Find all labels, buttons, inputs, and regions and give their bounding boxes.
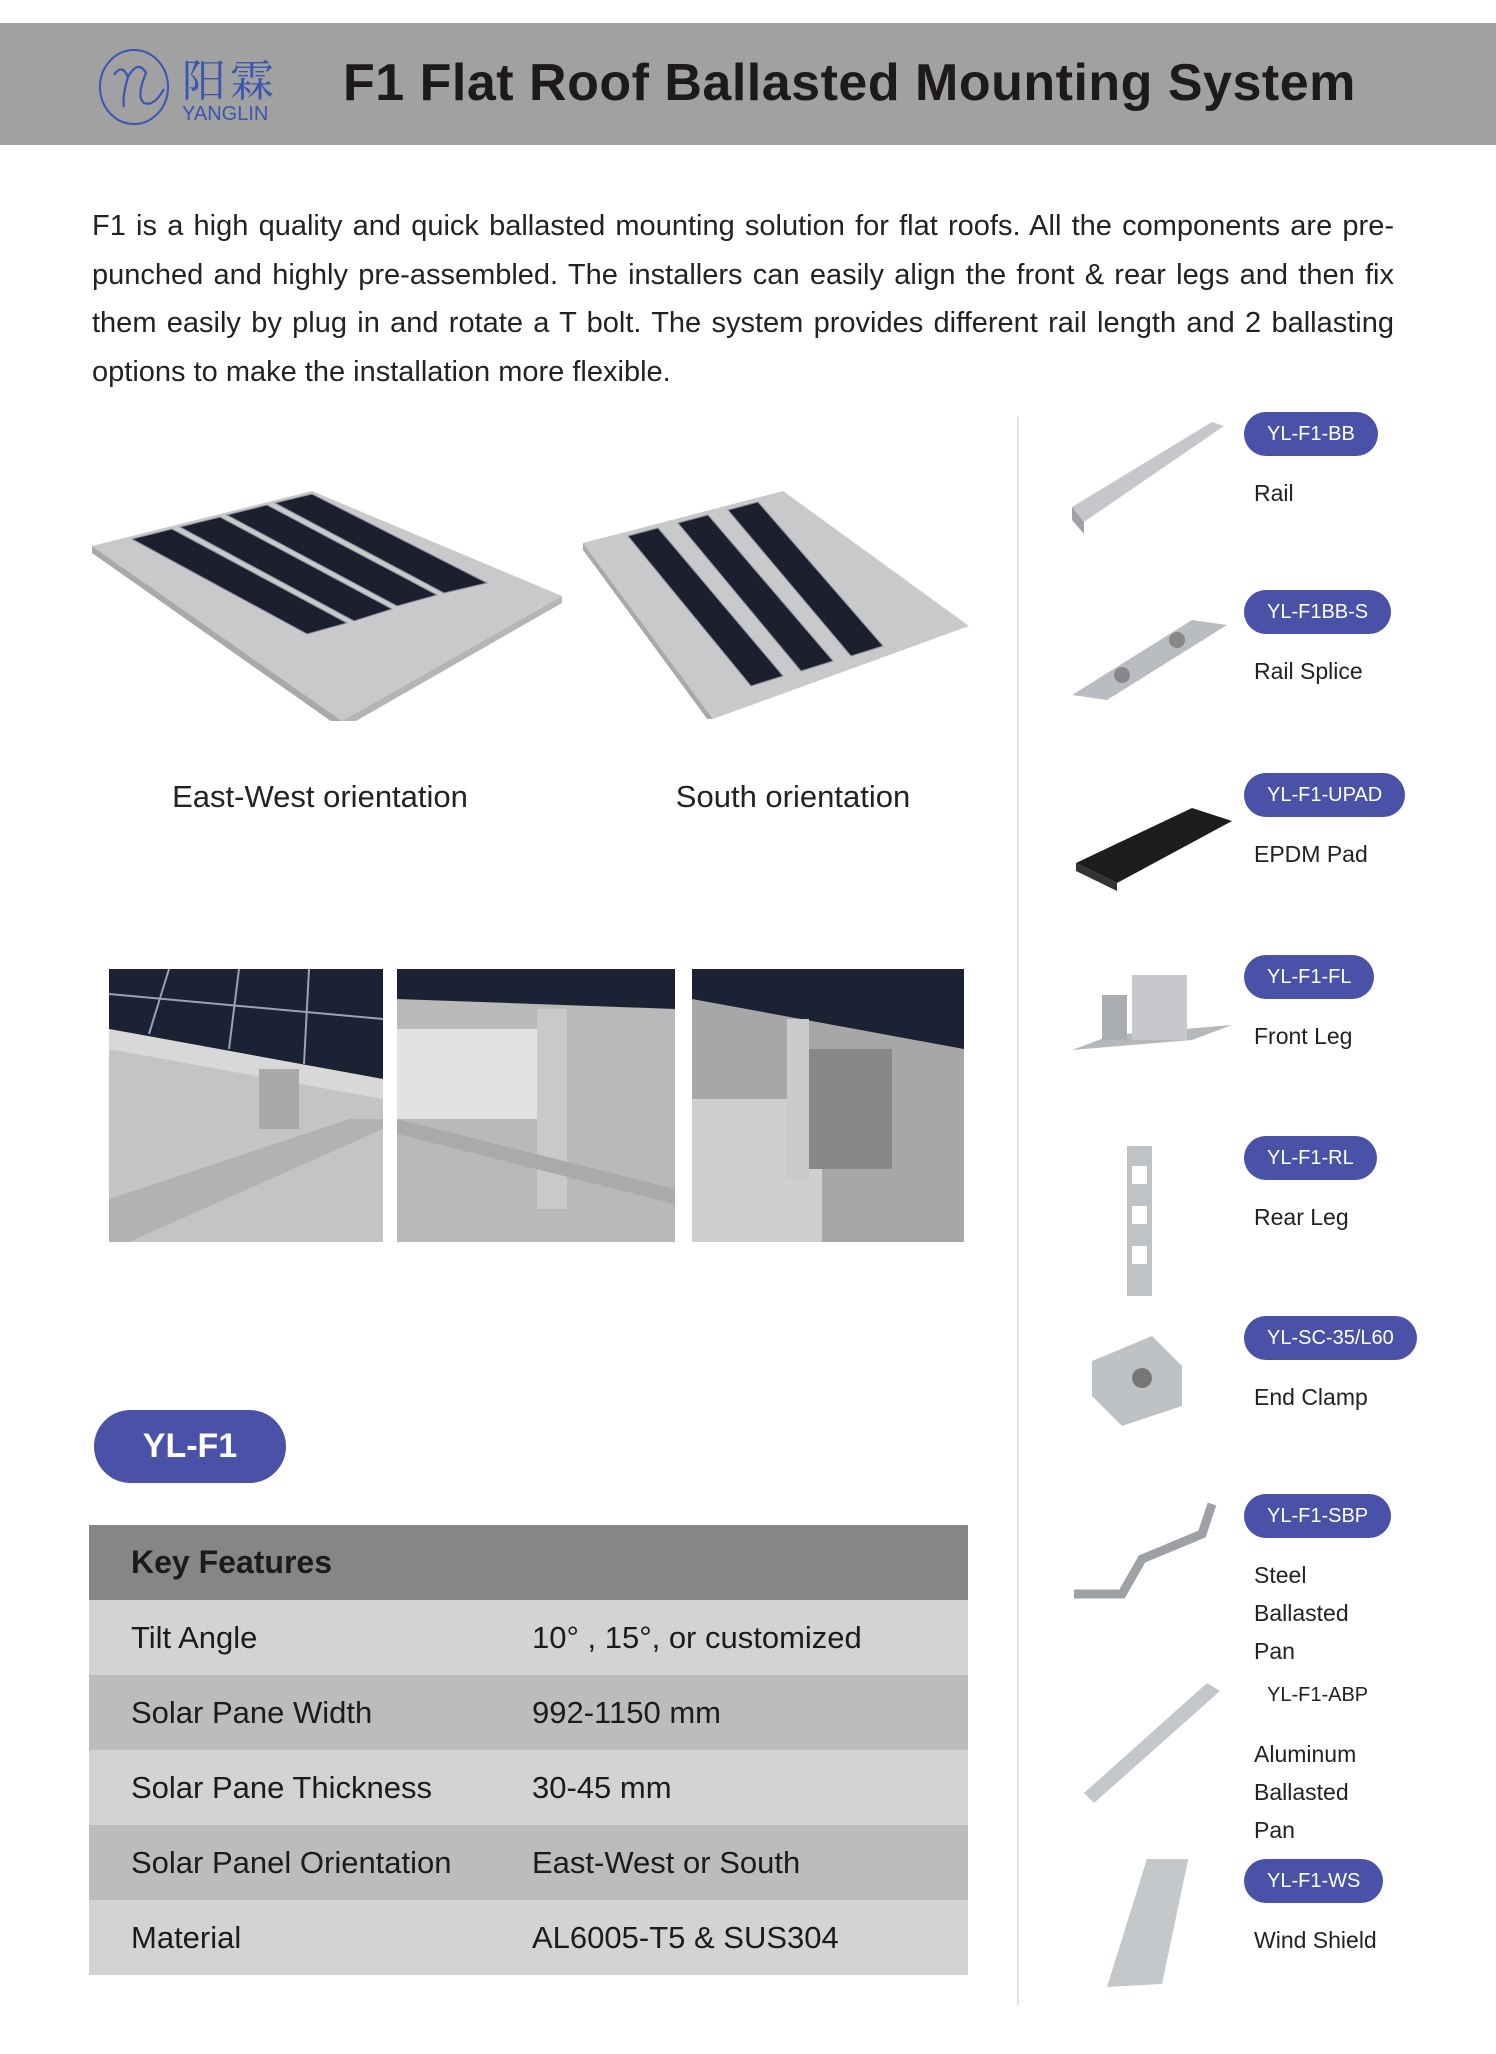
feature-key: Solar Pane Width xyxy=(131,1694,373,1730)
yanglin-logo xyxy=(94,43,284,133)
part-label xyxy=(1254,652,1363,690)
part-label xyxy=(1254,1735,1356,1849)
part-label xyxy=(1254,1378,1368,1416)
part-label-line: Wind Shield xyxy=(1254,1927,1377,1953)
east-west-render-image xyxy=(92,491,562,721)
key-features-rows xyxy=(89,1600,968,1975)
part-label-line: Ballasted xyxy=(1254,1779,1349,1805)
part-code-badge: YL-F1-WS xyxy=(1244,1859,1383,1903)
part-label-line: Aluminum xyxy=(1254,1741,1357,1767)
south-caption: South orientation xyxy=(675,779,911,814)
part-label-line: Pan xyxy=(1254,1817,1295,1843)
table-row xyxy=(89,1750,968,1825)
part-label-line: End Clamp xyxy=(1254,1384,1368,1410)
feature-value: AL6005-T5 & SUS304 xyxy=(532,1919,839,1955)
part-label xyxy=(1254,835,1368,873)
epdm-pad-image xyxy=(1062,773,1237,943)
feature-key: Tilt Angle xyxy=(131,1619,258,1655)
steel-ballasted-pan-image xyxy=(1062,1494,1237,1664)
part-front-leg xyxy=(1062,955,1462,1135)
aluminum-ballasted-pan-image xyxy=(1062,1673,1237,1843)
table-row xyxy=(89,1825,968,1900)
part-rail-splice xyxy=(1062,590,1462,770)
part-label-line: Rail Splice xyxy=(1254,658,1363,684)
east-west-caption: East-West orientation xyxy=(172,779,468,814)
part-code-badge: YL-F1BB-S xyxy=(1244,590,1391,634)
part-code-badge: YL-F1-UPAD xyxy=(1244,773,1405,817)
part-label xyxy=(1254,1198,1349,1236)
ballast-detail-photo xyxy=(692,969,964,1242)
key-features-heading: Key Features xyxy=(89,1525,968,1600)
part-aluminum-ballasted-pan xyxy=(1062,1673,1462,1853)
south-render-image xyxy=(583,491,969,719)
table-row xyxy=(89,1900,968,1975)
page-title: F1 Flat Roof Ballasted Mounting System xyxy=(343,54,1356,112)
part-rail xyxy=(1062,412,1462,592)
rear-leg-detail-photo xyxy=(397,969,675,1242)
key-features-table xyxy=(89,1525,968,1975)
rear-leg-image xyxy=(1062,1136,1237,1306)
part-code-badge: YL-F1-SBP xyxy=(1244,1494,1391,1538)
part-epdm-pad xyxy=(1062,773,1462,953)
part-end-clamp xyxy=(1062,1316,1462,1496)
end-clamp-image xyxy=(1062,1316,1237,1486)
part-label-line: Steel xyxy=(1254,1562,1307,1588)
part-label-line: Rail xyxy=(1254,480,1294,506)
part-code-badge: YL-SC-35/L60 xyxy=(1244,1316,1417,1360)
feature-value: 30-45 mm xyxy=(532,1769,672,1805)
part-label xyxy=(1254,1017,1352,1055)
part-steel-ballasted-pan xyxy=(1062,1494,1462,1674)
feature-key: Material xyxy=(131,1919,242,1955)
part-label-line: Rear Leg xyxy=(1254,1204,1349,1230)
part-code-badge: YL-F1-BB xyxy=(1244,412,1378,456)
part-label-line: Pan xyxy=(1254,1638,1295,1664)
wind-shield-image xyxy=(1062,1859,1237,2029)
part-label xyxy=(1254,1556,1349,1670)
table-row xyxy=(89,1600,968,1675)
feature-key: Solar Pane Thickness xyxy=(131,1769,432,1805)
part-label xyxy=(1254,474,1294,512)
part-code-label: YL-F1-ABP xyxy=(1267,1683,1369,1706)
part-label-line: Front Leg xyxy=(1254,1023,1353,1049)
feature-value: 992-1150 mm xyxy=(532,1694,721,1730)
logo-english-text: YANGLIN xyxy=(182,103,269,125)
part-label-line: Ballasted xyxy=(1254,1600,1349,1626)
rail-splice-image xyxy=(1062,590,1237,760)
front-leg-detail-photo xyxy=(109,969,383,1242)
model-badge: YL-F1 xyxy=(94,1410,286,1483)
part-code-badge: YL-F1-RL xyxy=(1244,1136,1377,1180)
part-label xyxy=(1254,1921,1377,1959)
part-code-badge: YL-F1-FL xyxy=(1244,955,1374,999)
table-row xyxy=(89,1675,968,1750)
intro-paragraph: F1 is a high quality and quick ballasted mounting solution for flat roofs. All the components are pre-punched and highly pre-assembled. The installers can easily align the front & rear legs and then fix them easily by plug in and rotate a T bolt. The system provides different rail length and 2 ballasting options to make the installation more flexible. xyxy=(92,210,1394,388)
part-label-line: EPDM Pad xyxy=(1254,841,1368,867)
part-rear-leg xyxy=(1062,1136,1462,1316)
rail-image xyxy=(1062,412,1237,582)
part-wind-shield xyxy=(1062,1859,1462,2039)
logo-mark-icon xyxy=(94,45,178,129)
header-banner xyxy=(0,23,1496,145)
column-divider xyxy=(1017,417,1019,2005)
logo-chinese-text: 阳霖 xyxy=(182,56,278,107)
front-leg-image xyxy=(1062,955,1237,1125)
feature-value: 10° , 15°, or customized xyxy=(532,1619,862,1655)
feature-value: East-West or South xyxy=(532,1844,801,1880)
feature-key: Solar Panel Orientation xyxy=(131,1844,452,1880)
